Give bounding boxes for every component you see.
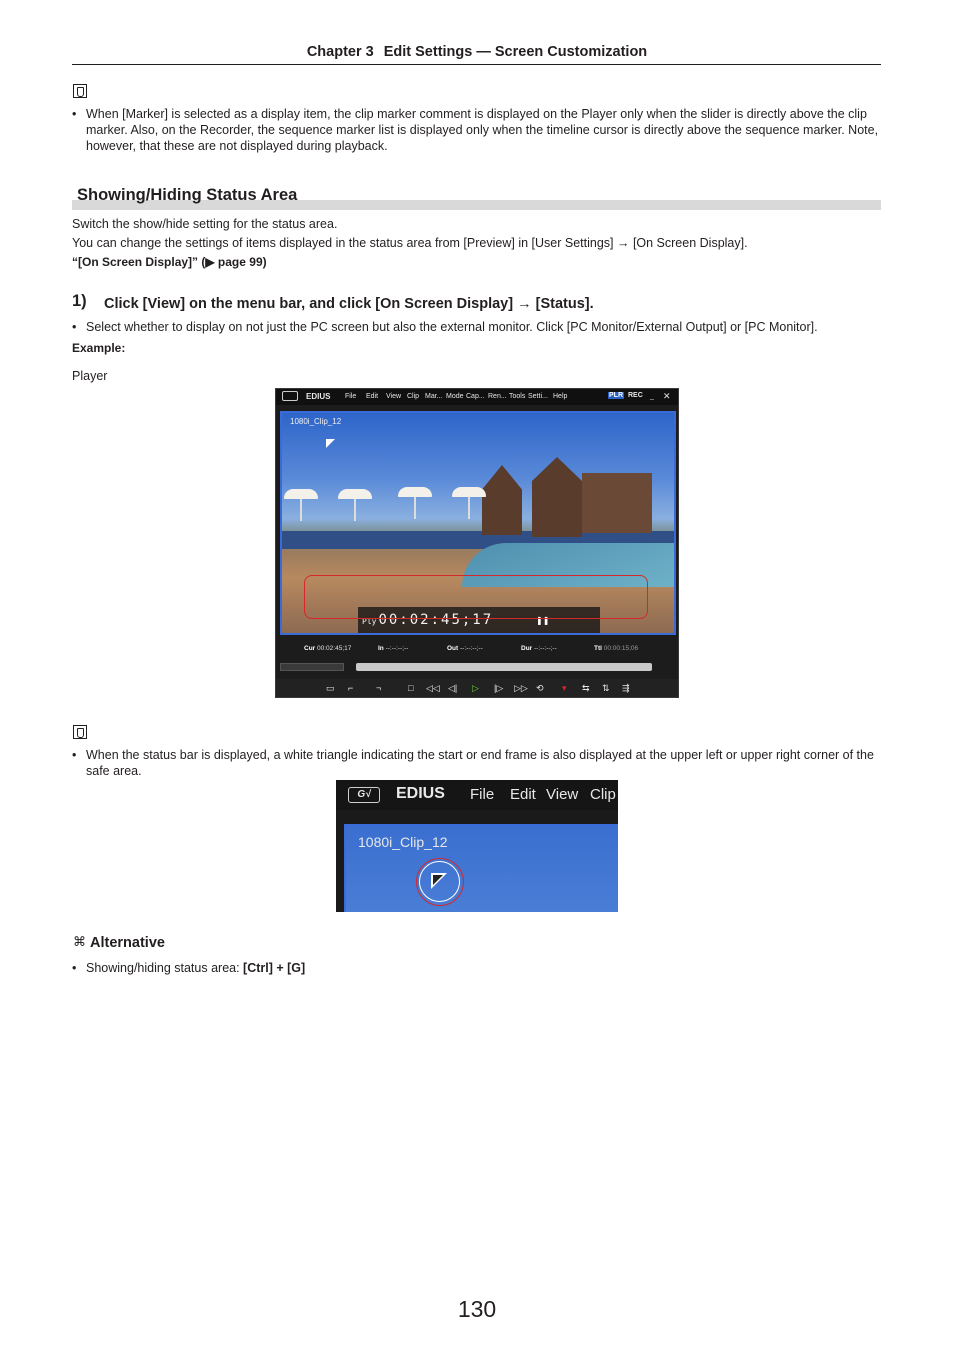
alternative-text: Showing/hiding status area: bbox=[86, 961, 244, 975]
zoom-video bbox=[344, 824, 618, 912]
zoom-titlebar bbox=[336, 780, 618, 810]
menu-view[interactable]: View bbox=[546, 786, 579, 803]
note-icon bbox=[73, 725, 87, 739]
building-shape bbox=[482, 465, 522, 535]
menu-file[interactable]: File bbox=[345, 393, 357, 400]
cur-label: Cur bbox=[304, 645, 316, 652]
page-header bbox=[0, 44, 954, 60]
note-text: When [Marker] is selected as a display item, the clip marker comment is displayed on the Player only when the slider is directly above the clip marker. Also, on the Recorder, the sequence marker list is displayed only when the timeline cursor is directly above the sequence marker. Note, however, that these are not displayed during playback. bbox=[86, 107, 879, 153]
start-frame-triangle-icon bbox=[326, 439, 335, 448]
set-in-icon[interactable]: ⌐ bbox=[348, 683, 354, 693]
header-rule bbox=[72, 64, 881, 65]
cross-reference-link[interactable]: “[On Screen Display]” (▶ page 99) bbox=[72, 255, 267, 269]
loop-icon[interactable]: ⟲ bbox=[536, 683, 544, 693]
menu-edit[interactable]: Edit bbox=[510, 786, 536, 803]
alternative-bullet-content bbox=[86, 960, 882, 976]
menu-capture[interactable]: Cap... bbox=[466, 393, 485, 400]
play-icon[interactable]: ▷ bbox=[472, 683, 479, 693]
start-frame-triangle-icon bbox=[431, 873, 447, 889]
alternative-bullet bbox=[72, 960, 882, 976]
highlight-circle bbox=[416, 858, 464, 906]
bullet-dot: • bbox=[72, 107, 77, 121]
out-label: Out bbox=[447, 645, 459, 652]
step-number: 1) bbox=[72, 292, 87, 310]
section-paragraph: You can change the settings of items displayed in the status area from [Preview] in [User Settings] → [On Screen Display]. bbox=[72, 236, 748, 250]
step-instruction: Click [View] on the menu bar, and click [On Screen Display] → [Status]. bbox=[104, 296, 594, 312]
shortcut-keys: [Ctrl] + [G] bbox=[243, 961, 306, 975]
bullet-dot: • bbox=[72, 748, 77, 762]
minimize-icon[interactable]: _ bbox=[650, 393, 654, 400]
overwrite-icon[interactable]: ⇆ bbox=[582, 683, 590, 693]
export-icon[interactable]: ⇶ bbox=[622, 683, 630, 693]
pause-icon: ❚❚ bbox=[536, 616, 550, 625]
app-name: EDIUS bbox=[306, 392, 331, 401]
note-icon bbox=[73, 84, 87, 98]
highlight-box bbox=[304, 575, 648, 619]
zoom-screenshot bbox=[336, 780, 618, 912]
bullet-dot: • bbox=[72, 320, 77, 334]
timecode-info-bar bbox=[276, 643, 678, 655]
app-name: EDIUS bbox=[396, 785, 445, 802]
clip-name-overlay: 1080i_Clip_12 bbox=[358, 834, 448, 850]
out-value: --:--:--;-- bbox=[460, 645, 483, 652]
stop-icon[interactable]: □ bbox=[408, 683, 414, 693]
umbrella-shape bbox=[284, 489, 318, 499]
status-prefix: Ply bbox=[362, 617, 377, 626]
step-bullet-text: Select whether to display on not just the PC screen but also the external monitor. Click [PC Monitor/External Output] or [PC Monitor]. bbox=[86, 320, 818, 334]
step-back-icon[interactable]: ◁| bbox=[448, 683, 458, 693]
menu-settings[interactable]: Setti... bbox=[528, 393, 548, 400]
clip-name-overlay: 1080i_Clip_12 bbox=[290, 417, 342, 426]
building-shape bbox=[582, 473, 652, 533]
section-paragraph: Switch the show/hide setting for the status area. bbox=[72, 217, 338, 231]
cur-value: 00:02:45;17 bbox=[317, 645, 352, 652]
menu-clip[interactable]: Clip bbox=[590, 786, 616, 803]
section-title: Showing/Hiding Status Area bbox=[77, 186, 298, 204]
player-titlebar bbox=[276, 389, 678, 405]
playback-controls bbox=[276, 679, 678, 698]
edius-logo-icon: G√ bbox=[348, 787, 380, 803]
in-label: In bbox=[378, 645, 384, 652]
ttl-label: Ttl bbox=[594, 645, 602, 652]
note-bullet bbox=[72, 747, 882, 779]
rec-button[interactable]: REC bbox=[628, 392, 643, 399]
chapter-title: Edit Settings — Screen Customization bbox=[383, 44, 648, 60]
menu-tools[interactable]: Tools bbox=[509, 393, 526, 400]
menu-view[interactable]: View bbox=[386, 393, 402, 400]
building-shape bbox=[532, 457, 582, 537]
note-text: When the status bar is displayed, a white triangle indicating the start or end frame is also displayed at the upper left or upper right corner of the safe area. bbox=[86, 748, 874, 778]
note-bullet bbox=[72, 106, 882, 154]
ttl-value: 00:00:15;06 bbox=[603, 645, 639, 652]
shortcut-icon: ⌘ bbox=[73, 934, 86, 949]
umbrella-shape bbox=[398, 487, 432, 497]
menu-mode[interactable]: Mode bbox=[446, 393, 464, 400]
bullet-dot: • bbox=[72, 961, 77, 975]
edius-logo-icon bbox=[282, 391, 298, 401]
umbrella-shape bbox=[338, 489, 372, 499]
player-screenshot bbox=[275, 388, 679, 698]
insert-icon[interactable]: ▾ bbox=[562, 683, 567, 693]
chapter-label: Chapter 3 bbox=[306, 44, 374, 60]
menu-marker[interactable]: Mar... bbox=[425, 393, 443, 400]
umbrella-shape bbox=[452, 487, 486, 497]
menu-edit[interactable]: Edit bbox=[366, 393, 379, 400]
fast-forward-icon[interactable]: ▷▷ bbox=[514, 683, 528, 693]
set-out-icon[interactable]: ¬ bbox=[376, 683, 382, 693]
match-icon[interactable]: ⇅ bbox=[602, 683, 610, 693]
page-number: 130 bbox=[457, 1296, 497, 1322]
step-bullet bbox=[72, 319, 882, 335]
plr-button[interactable]: PLR bbox=[609, 392, 623, 399]
close-icon[interactable]: ✕ bbox=[663, 391, 671, 401]
snap-icon[interactable]: ▭ bbox=[326, 683, 335, 693]
menu-help[interactable]: Help bbox=[553, 393, 568, 400]
alternative-title: Alternative bbox=[90, 935, 165, 951]
menu-render[interactable]: Ren... bbox=[488, 393, 507, 400]
step-forward-icon[interactable]: |▷ bbox=[494, 683, 504, 693]
menu-file[interactable]: File bbox=[470, 786, 495, 803]
dur-label: Dur bbox=[521, 645, 533, 652]
timecode: 00:02:45;17 bbox=[378, 612, 494, 628]
menu-clip[interactable]: Clip bbox=[407, 393, 420, 400]
position-slider[interactable] bbox=[356, 663, 652, 671]
example-label: Example: bbox=[72, 341, 126, 355]
rewind-icon[interactable]: ◁◁ bbox=[426, 683, 440, 693]
shuttle-slider[interactable] bbox=[280, 663, 344, 671]
figure-caption: Player bbox=[72, 369, 108, 383]
dur-value: --:--:--;-- bbox=[534, 645, 557, 652]
in-value: --:--:--;-- bbox=[385, 645, 409, 652]
